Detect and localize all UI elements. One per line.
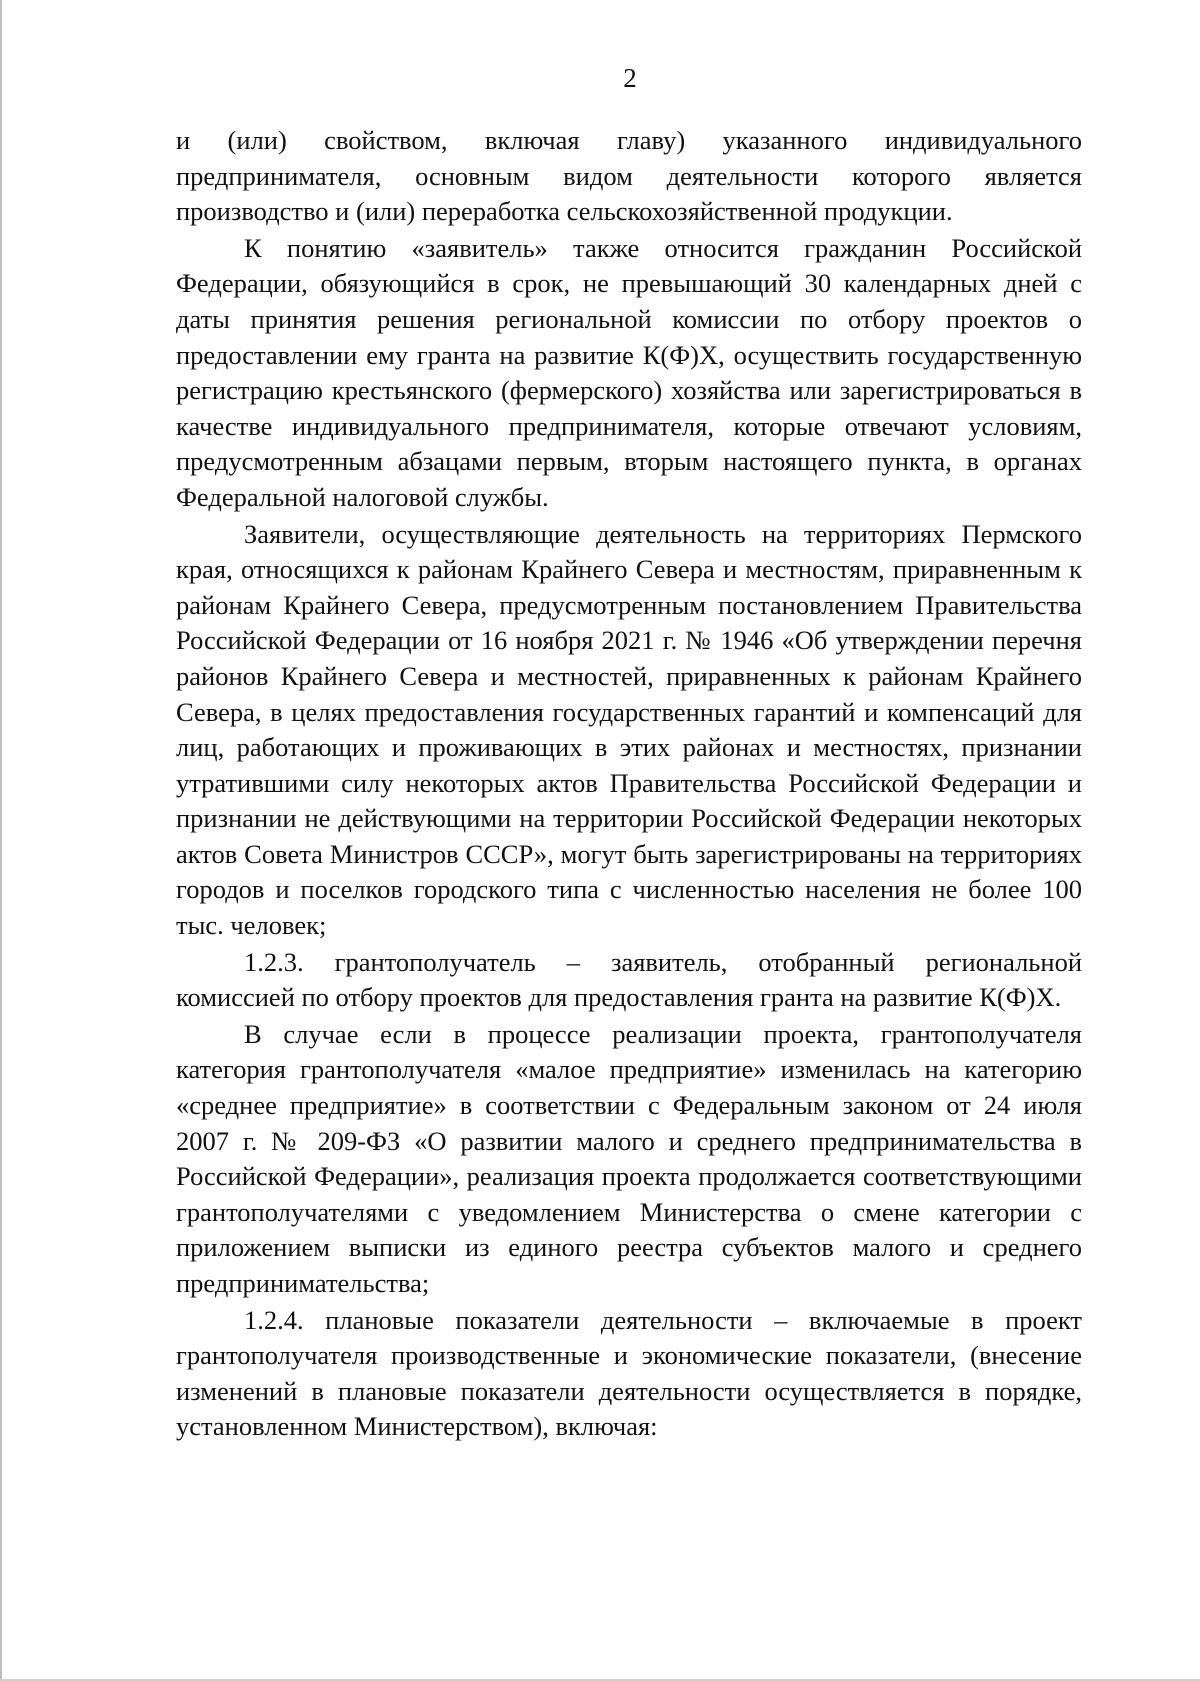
paragraph-category-change: В случае если в процессе реализации проекта, грантополучателя категория грантополучателя «малое предприятие» изменилась на категорию «среднее предприятие» в соответствии с Федеральным законом от 24 июля 2007 г. № 209-ФЗ «О развитии малого и среднего предпринимательства в Российской Федерации», реализация проекта продолжается соответствующими грантополучателями с уведомлением Министерства о смене категории с приложением выписки из единого реестра субъектов малого и среднего предпринимательства; [176, 1018, 1082, 1298]
paragraph-planned-indicators: 1.2.4. плановые показатели деятельности – включаемые в проект грантополучателя производственные и экономические показатели, (внесение изменений в плановые показатели деятельности осуществляется в порядке, установленном Министерством), включая: [176, 1304, 1082, 1442]
document-body [176, 123, 1082, 1445]
paragraph-applicant-definition: К понятию «заявитель» также относится гражданин Российской Федерации, обязующийся в срок, не превышающий 30 календарных дней с даты принятия решения региональной комиссии по отбору проектов о предоставлении ему гранта на развитие К(Ф)Х, осуществить государственную регистрацию крестьянского (фермерского) хозяйства или зарегистрироваться в качестве индивидуального предпринимателя, которые отвечают условиям, предусмотренным абзацами первым, вторым настоящего пункта, в органах Федеральной налоговой службы. [176, 232, 1082, 512]
paragraph-grant-recipient: 1.2.3. грантополучатель – заявитель, отобранный региональной комиссией по отбору проектов для предоставления гранта на развитие К(Ф)Х. [176, 946, 1082, 1013]
paragraph-far-north-applicants: Заявители, осуществляющие деятельность на территориях Пермского края, относящихся к районам Крайнего Севера и местностям, приравненным к районам Крайнего Севера, предусмотренным постановлением Правительства Российской Федерации от 16 ноября 2021 г. № 1946 «Об утверждении перечня районов Крайнего Севера и местностей, приравненных к районам Крайнего Севера, в целях предоставления государственных гарантий и компенсаций для лиц, работающих и проживающих в этих районах и местностях, признании утратившими силу некоторых актов Правительства Российской Федерации и признании не действующими на территории Российской Федерации некоторых актов Совета Министров СССР», могут быть зарегистрированы на территориях городов и поселков городского типа с численностью населения не более 100 тыс. человек; [176, 518, 1082, 941]
page-number: 2 [623, 63, 637, 93]
paragraph-continuation: и (или) свойством, включая главу) указанного индивидуального предпринимателя, основным видом деятельности которого является производство и (или) переработка сельскохозяйственной продукции. [176, 125, 1082, 227]
scan-edge-left [0, 0, 2, 1681]
